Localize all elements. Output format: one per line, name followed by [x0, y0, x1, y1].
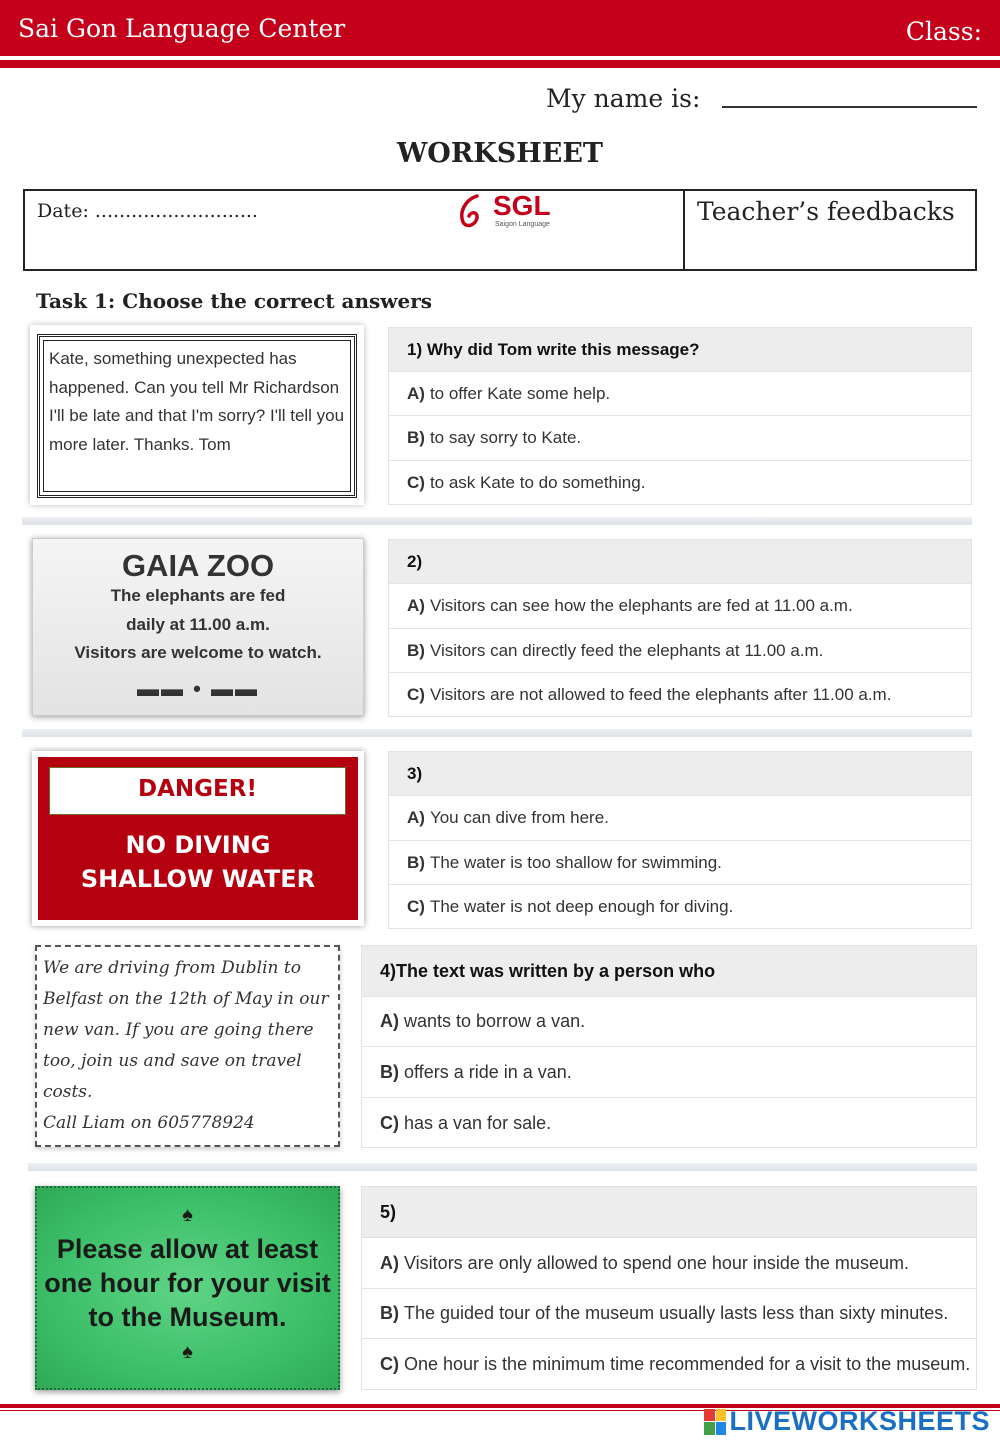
- logo-square: [716, 1422, 727, 1435]
- danger-text: DANGER!: [138, 776, 257, 802]
- no-diving-line: NO DIVING: [125, 831, 271, 859]
- liveworksheets-logo: [704, 1406, 990, 1437]
- page-title: WORKSHEET: [396, 138, 603, 169]
- question-1-prompt: 1) Why did Tom write this message?: [389, 328, 971, 372]
- option-text: Visitors are not allowed to feed the elephants after 11.00 a.m.: [429, 685, 892, 704]
- ride-notice-text: [43, 953, 333, 1139]
- liveworksheets-text: LIVEWORKSHEETS: [729, 1406, 990, 1436]
- ride-notice-line: costs.: [43, 1082, 93, 1102]
- option-key: B): [407, 640, 425, 660]
- zoo-decoration: ▬▬ • ▬▬: [137, 676, 259, 701]
- question-1-option-c[interactable]: [389, 461, 971, 505]
- zoo-title: GAIA ZOO: [121, 548, 275, 583]
- option-key: C): [407, 897, 425, 916]
- question-3-option-b[interactable]: [389, 841, 971, 885]
- task-title: Task 1: Choose the correct answers: [36, 289, 433, 313]
- option-text: wants to borrow a van.: [404, 1011, 586, 1031]
- section-separator: [22, 729, 972, 737]
- ride-notice-line: Belfast on the 12th of May in our: [43, 989, 329, 1009]
- logo-square: [716, 1409, 727, 1422]
- question-5: [361, 1186, 977, 1390]
- option-key: B): [380, 1303, 399, 1323]
- option-text: to offer Kate some help.: [429, 383, 611, 403]
- question-4-option-b[interactable]: [362, 1047, 976, 1098]
- header-underline: [0, 60, 1000, 68]
- option-key: A): [407, 596, 425, 615]
- question-5-option-a[interactable]: [362, 1238, 976, 1289]
- question-2: [388, 539, 972, 717]
- option-key: C): [407, 473, 425, 492]
- ride-notice-line: new van. If you are going there: [43, 1020, 314, 1040]
- question-5-option-c[interactable]: [362, 1339, 976, 1390]
- question-4-option-c[interactable]: [362, 1098, 976, 1148]
- question-4-option-a[interactable]: [362, 997, 976, 1047]
- center-name: Sai Gon Language Center: [18, 14, 346, 43]
- teacher-feedback-label: Teacher’s feedbacks: [697, 197, 955, 226]
- spade-icon: ♠: [182, 1204, 193, 1226]
- question-4-prompt: 4)The text was written by a person who: [362, 946, 976, 997]
- option-text: Visitors can directly feed the elephants at 11.00 a.m.: [429, 640, 824, 660]
- option-text: has a van for sale.: [404, 1112, 552, 1133]
- option-key: C): [380, 1112, 399, 1133]
- option-key: B): [380, 1061, 399, 1082]
- logo-square: [704, 1409, 715, 1422]
- option-text: Visitors can see how the elephants are fed at 11.00 a.m.: [429, 596, 853, 615]
- question-1-option-a[interactable]: [389, 372, 971, 416]
- zoo-line-3: Visitors are welcome to watch.: [74, 643, 322, 662]
- liveworksheets-icon: [704, 1409, 726, 1435]
- question-5-option-b[interactable]: [362, 1289, 976, 1339]
- option-text: to say sorry to Kate.: [429, 428, 582, 447]
- zoo-line-1: The elephants are fed: [110, 586, 286, 605]
- no-diving-text: [38, 828, 358, 896]
- logo-text: SGL: [493, 190, 551, 221]
- question-2-option-a[interactable]: [389, 584, 971, 629]
- option-key: C): [407, 685, 425, 704]
- class-label: Class:: [905, 17, 982, 46]
- question-1: [388, 327, 972, 505]
- ride-notice-line: Call Liam on 605778924: [43, 1113, 255, 1133]
- ride-notice-line: too, join us and save on travel: [43, 1051, 302, 1071]
- zoo-text: [32, 582, 364, 668]
- question-3-prompt: 3): [389, 752, 971, 796]
- logo-square: [704, 1422, 715, 1435]
- option-text: The guided tour of the museum usually lasts less than sixty minutes.: [404, 1303, 949, 1323]
- question-2-option-c[interactable]: [389, 673, 971, 717]
- option-text: offers a ride in a van.: [404, 1061, 572, 1082]
- shallow-water-line: SHALLOW WATER: [80, 865, 316, 893]
- logo-subtext: Saigon Language: [495, 221, 550, 228]
- question-3-option-c[interactable]: [389, 885, 971, 929]
- section-separator: [22, 517, 972, 525]
- option-key: A): [407, 383, 425, 403]
- museum-line: one hour for your visit: [44, 1268, 331, 1298]
- date-label: Date: ...........................: [37, 200, 258, 222]
- option-text: You can dive from here.: [429, 808, 609, 827]
- option-key: A): [407, 808, 425, 827]
- zoo-line-2: daily at 11.00 a.m.: [126, 614, 270, 634]
- option-key: A): [380, 1011, 399, 1031]
- option-text: One hour is the minimum time recommended for a visit to the museum.: [404, 1354, 971, 1374]
- section-separator: [28, 1163, 977, 1171]
- name-input-line[interactable]: [722, 106, 977, 108]
- sgl-swirl-icon: [455, 190, 495, 232]
- question-5-prompt: 5): [362, 1187, 976, 1238]
- option-key: A): [380, 1252, 399, 1273]
- name-label: My name is:: [546, 84, 701, 113]
- sgl-logo: [455, 190, 565, 232]
- museum-line: to the Museum.: [88, 1302, 287, 1332]
- question-2-prompt: 2): [389, 540, 971, 584]
- question-3: [388, 751, 972, 929]
- option-text: The water is not deep enough for diving.: [429, 897, 734, 916]
- museum-line: Please allow at least: [56, 1234, 319, 1264]
- option-key: B): [407, 852, 425, 872]
- option-text: Visitors are only allowed to spend one hour inside the museum.: [404, 1252, 909, 1273]
- spade-icon: ♠: [182, 1341, 193, 1363]
- museum-text: [35, 1232, 340, 1334]
- option-text: to ask Kate to do something.: [429, 473, 646, 492]
- option-key: C): [380, 1354, 399, 1374]
- option-text: The water is too shallow for swimming.: [429, 852, 722, 872]
- question-4: [361, 945, 977, 1148]
- question-1-option-b[interactable]: [389, 416, 971, 461]
- ride-notice-line: We are driving from Dublin to: [43, 958, 301, 978]
- question-2-option-b[interactable]: [389, 629, 971, 673]
- question-3-option-a[interactable]: [389, 796, 971, 841]
- message-text: Kate, something unexpected has happened. Can you tell Mr Richardson I'll be late and that I'm sorry? I'll tell you more later. Thanks. Tom: [49, 349, 345, 454]
- info-table-divider: [683, 189, 685, 271]
- option-key: B): [407, 428, 425, 447]
